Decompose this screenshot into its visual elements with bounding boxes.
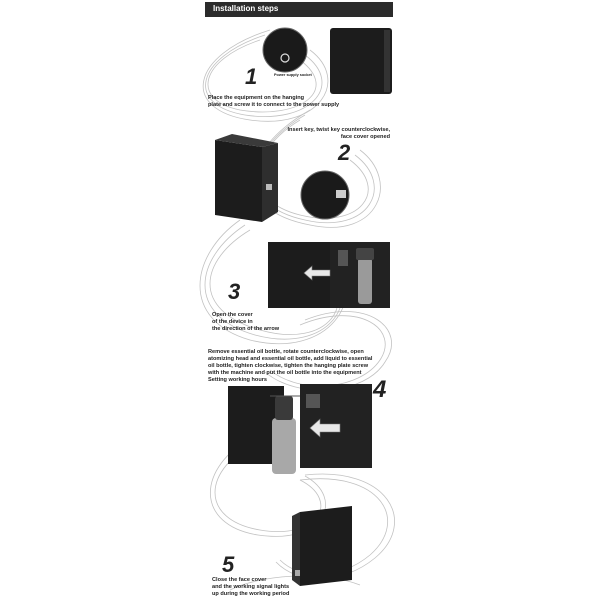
text-line: Insert key, twist key counterclockwise,	[287, 127, 390, 133]
step1-callout: Power supply socket	[274, 73, 312, 77]
text-line: Open the cover	[212, 312, 253, 318]
key-icon	[336, 190, 346, 198]
step5-number: 5	[222, 552, 235, 577]
text-line: Place the equipment on the hanging	[208, 95, 305, 101]
text-line: of the device in	[212, 319, 253, 325]
step1-number: 1	[245, 64, 258, 89]
text-line: Remove essential oil bottle, rotate counterclockwise, open	[208, 349, 364, 355]
device-front-step1	[330, 28, 392, 94]
device-side-step2	[262, 143, 278, 222]
text-line: atomizing head and essential oil bottle, add liquid to essential	[208, 356, 373, 362]
control-panel	[338, 250, 348, 266]
text-line: Setting working hours	[208, 377, 268, 383]
step2-text	[240, 127, 390, 141]
text-line: plate and screw it to connect to the power supply	[208, 102, 340, 108]
step3-text	[212, 312, 279, 333]
text-line: the direction of the arrow	[212, 326, 280, 332]
swirl-lines	[200, 30, 395, 590]
step1-text	[208, 95, 339, 109]
step4-number: 4	[373, 376, 387, 403]
text-line: Close the face cover	[212, 577, 267, 583]
text-line: and the working signal lights	[212, 584, 290, 590]
keyhole-icon	[266, 184, 272, 190]
text-line: face cover opened	[340, 134, 390, 140]
oil-bottle-step3	[358, 258, 372, 304]
atomizer-head-step3	[356, 248, 374, 260]
atomizer-head-step4	[275, 396, 293, 420]
control-panel-step4	[306, 394, 320, 408]
step5-text	[212, 577, 289, 598]
text-line: with the machine and put the oil bottle into the equipment	[208, 370, 362, 376]
page-title: Installation steps	[213, 4, 279, 13]
device-side-step1	[384, 30, 390, 92]
step2-number: 2	[338, 140, 351, 165]
text-line: oil bottle, tighten clockwise, tighten the hanging plate screw	[208, 363, 369, 369]
device-front-step2	[215, 140, 262, 222]
device-front-step5	[300, 506, 352, 586]
step4-text	[208, 349, 372, 384]
oil-bottle-step4	[272, 418, 296, 474]
step3-number: 3	[228, 279, 241, 304]
socket-detail-circle	[263, 28, 307, 72]
text-line: up during the working period	[212, 591, 290, 597]
signal-light-icon	[295, 570, 300, 576]
